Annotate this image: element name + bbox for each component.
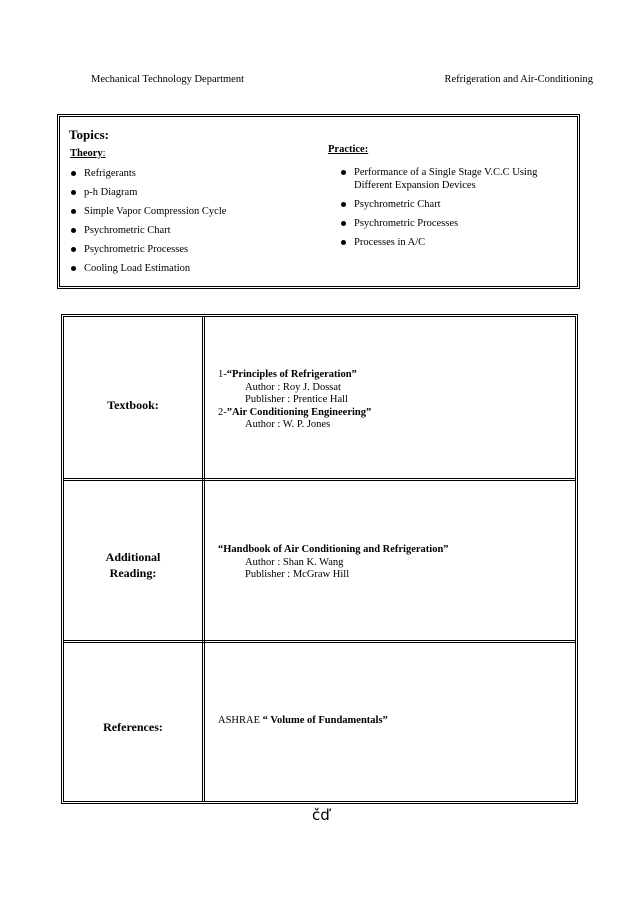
practice-list [336,166,566,255]
additional-reading-label [64,549,202,581]
references-content [218,715,388,728]
bullet-icon [71,171,76,176]
bullet-icon [341,202,346,207]
header-department: Mechanical Technology Department [91,74,245,85]
book1-prefix: 1- [218,369,227,380]
topics-title: Topics: [69,127,109,142]
list-item [336,166,566,192]
bullet-icon [341,221,346,226]
theory-label: Theory: [70,148,106,159]
list-item [66,167,226,180]
list-item [66,262,226,275]
references-label: References: [103,720,163,734]
textbook-label: Textbook: [107,398,159,412]
bullet-icon [71,228,76,233]
row-divider [64,478,575,481]
additional-reading-content [218,544,449,582]
theory-list [66,167,226,281]
column-divider [202,317,205,801]
bullet-icon [71,190,76,195]
handbook-author: Author : Shan K. Wang [245,556,344,568]
practice-label-text: Practice [328,144,365,155]
row-divider [64,640,575,643]
practice-item: Psychrometric Chart [354,199,441,210]
textbook-content [218,369,371,432]
book2-prefix: 2- [218,406,227,418]
bullet-icon [341,240,346,245]
practice-item: Processes in A/C [354,237,426,248]
page-number-mark: čď [312,806,330,824]
ashrae-prefix: ASHRAE [218,715,263,726]
list-item [66,205,226,218]
list-item [336,198,566,211]
theory-item: Psychrometric Chart [84,225,171,236]
theory-item: Psychrometric Processes [84,244,189,255]
topics-box [57,114,580,289]
theory-item: Cooling Load Estimation [84,263,191,274]
header-course: Refrigeration and Air-Conditioning [444,74,593,85]
theory-item: Simple Vapor Compression Cycle [84,206,227,217]
book2-author: Author : W. P. Jones [245,419,331,430]
list-item [66,224,226,237]
list-item [336,217,566,230]
book1-publisher: Publisher : Prentice Hall [245,394,348,405]
bullet-icon [341,170,346,175]
theory-item: Refrigerants [84,168,136,179]
bullet-icon [71,266,76,271]
theory-label-text: Theory [70,148,103,159]
handbook-publisher: Publisher : McGraw Hill [245,569,350,580]
additional-label-line1: Additional [105,550,161,564]
book1-title: “Principles of Refrigeration” [226,369,357,380]
bullet-icon [71,247,76,252]
list-item [66,243,226,256]
references-table [61,314,578,804]
handbook-title: “Handbook of Air Conditioning and Refrigeration” [218,544,449,555]
bullet-icon [71,209,76,214]
theory-item: p-h Diagram [84,187,138,198]
practice-item: Performance of a Single Stage V.C.C Using Different Expansion Devices [354,167,538,191]
list-item [66,186,226,199]
practice-label: Practice: [328,144,369,155]
additional-label-line2: Reading: [109,566,157,580]
list-item [336,236,566,249]
ashrae-title: “ Volume of Fundamentals” [262,715,388,726]
practice-item: Psychrometric Processes [354,218,459,229]
book1-author: Author : Roy J. Dossat [245,381,341,393]
book2-title: ”Air Conditioning Engineering” [226,406,372,418]
